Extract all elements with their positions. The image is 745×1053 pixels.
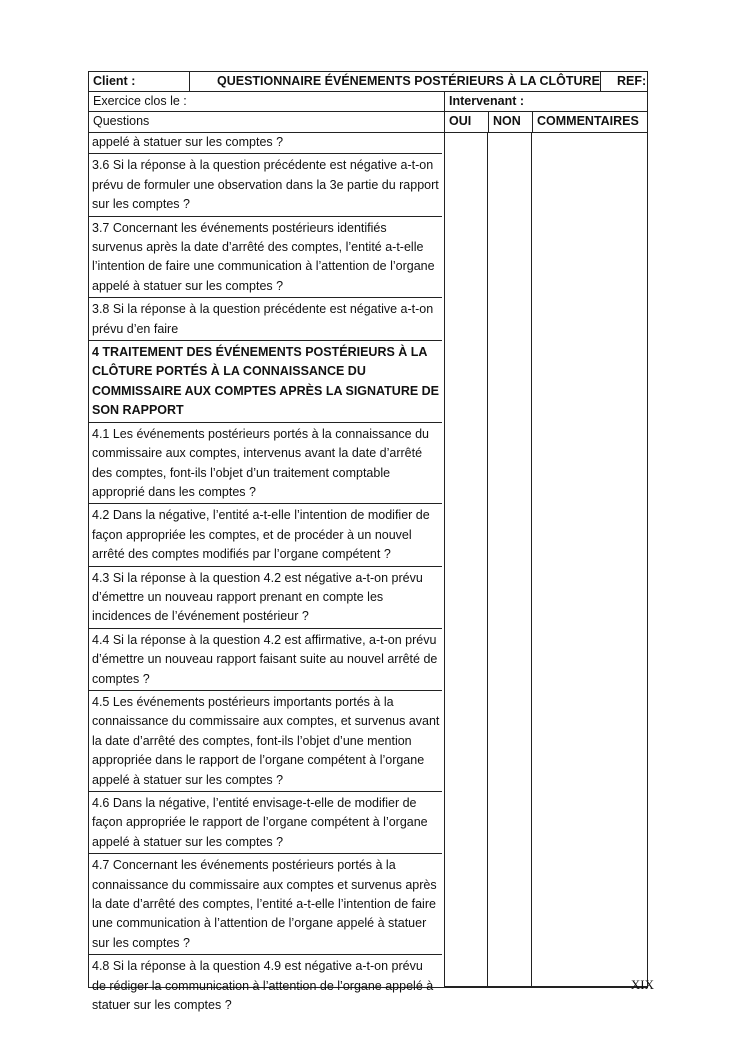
header-row-title [89,72,647,92]
document-title: QUESTIONNAIRE ÉVÉNEMENTS POSTÉRIEURS À LA CLÔTURE [189,72,600,91]
question-item: 3.8 Si la réponse à la question précédente est négative a-t-on prévu d’en faire [89,300,442,341]
question-item: appelé à statuer sur les comptes ? [89,133,442,154]
section-heading: 4 TRAITEMENT DES ÉVÉNEMENTS POSTÉRIEURS À LA CLÔTURE PORTÉS À LA CONNAISSANCE DU COMMISSAIRE AUX COMPTES APRÈS LA SIGNATURE DE SON RAPPORT [89,343,442,423]
oui-answer-column[interactable] [444,133,488,987]
non-answer-column[interactable] [487,133,532,987]
ref-label: REF: [600,72,647,91]
questionnaire-header [88,71,648,133]
question-item: 4.2 Dans la négative, l’entité a-t-elle l’intention de modifier de façon appropriée les comptes, et de procéder à un nouvel arrêté des comptes modifiés par l’organe compétent ? [89,506,442,566]
question-item: 4.5 Les événements postérieurs importants portés à la connaissance du commissaire aux comptes, et survenus avant la date d’arrêté des comptes, font-ils l’objet d’une mention appropriée dans le rapport de l’organe compétent à l’organe appelé à statuer sur les comptes ? [89,693,442,792]
oui-column-header: OUI [444,112,488,132]
question-item: 4.7 Concernant les événements postérieurs portés à la connaissance du commissaire aux comptes et survenus après la date d’arrêté des comptes, l’entité a-t-elle l’intention de faire une communication à l’attention de l’organe appelé à statuer sur les comptes ? [89,856,442,955]
questions-column-header: Questions [93,114,150,128]
non-column-header: NON [488,112,532,132]
question-item: 4.4 Si la réponse à la question 4.2 est affirmative, a-t-on prévu d’émettre un nouveau rapport faisant suite au nouvel arrêté de comptes ? [89,631,442,691]
questions-column [89,133,442,1016]
commentaires-column-header: COMMENTAIRES [532,112,647,132]
commentaires-answer-column[interactable] [531,133,648,987]
intervenant-label: Intervenant : [444,92,647,111]
header-row-exercise [89,92,647,112]
page-number: XIX [630,977,654,992]
exercise-label: Exercice clos le : [93,94,187,108]
question-item: 4.6 Dans la négative, l’entité envisage-t-elle de modifier de façon appropriée le rapport de l’organe compétent à l’organe appelé à statuer sur les comptes ? [89,794,442,854]
question-item: 3.7 Concernant les événements postérieurs identifiés survenus après la date d’arrêté des comptes, l’entité a-t-elle l’intention de faire une communication à l’attention de l’organe appelé à statuer sur les comptes ? [89,219,442,299]
question-item: 3.6 Si la réponse à la question précédente est négative a-t-on prévu de formuler une observation dans la 3e partie du rapport sur les comptes ? [89,156,442,216]
client-label: Client : [93,74,136,88]
question-item: 4.1 Les événements postérieurs portés à la connaissance du commissaire aux comptes, intervenus avant la date d’arrêté des comptes, font-ils l’objet d’un traitement comptable approprié dans les comptes ? [89,425,442,505]
question-item: 4.8 Si la réponse à la question 4.9 est négative a-t-on prévu de rédiger la communication à l’attention de l’organe appelé à statuer sur les comptes ? [92,959,434,1013]
header-row-columns [89,112,647,132]
question-item: 4.3 Si la réponse à la question 4.2 est négative a-t-on prévu d’émettre un nouveau rapport prenant en compte les incidences de l’événement postérieur ? [89,569,442,629]
questionnaire-body [88,133,648,1013]
questionnaire-sheet [88,71,648,1013]
